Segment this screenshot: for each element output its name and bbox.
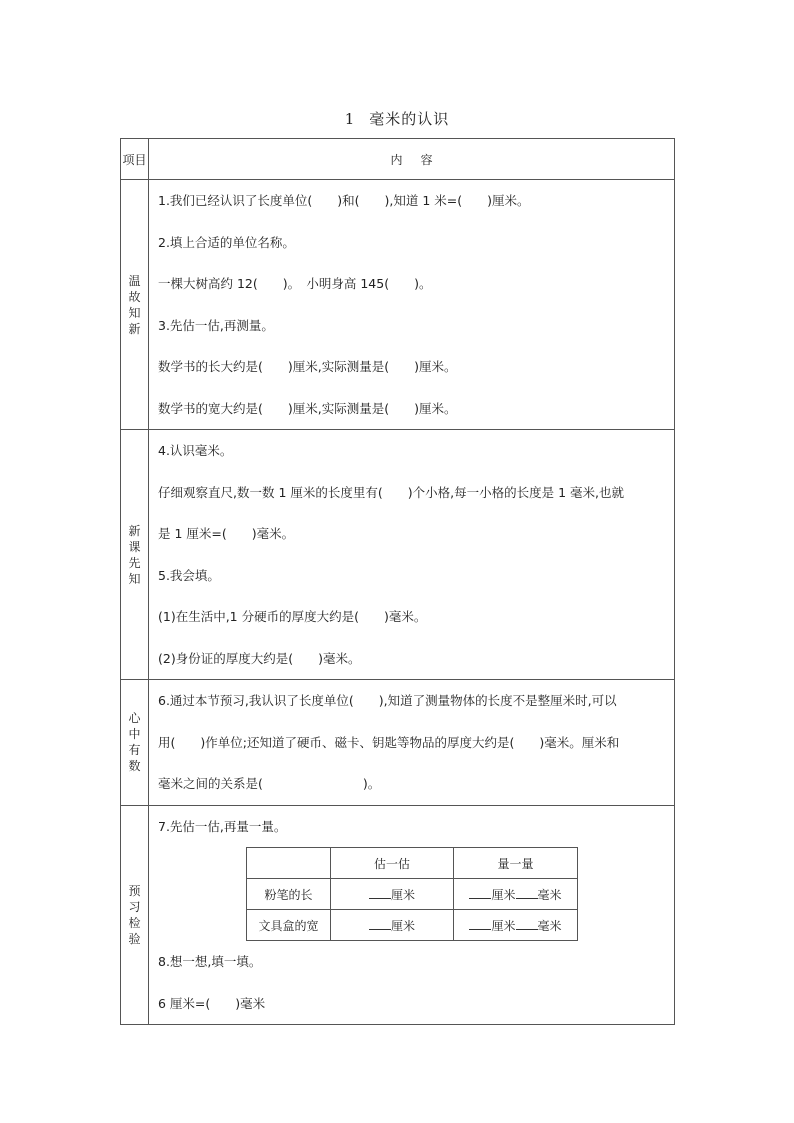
estimate-cell: 厘米	[331, 910, 454, 941]
section-label-check: 预 习 检 验	[121, 805, 149, 1025]
answer-blank[interactable]	[469, 917, 491, 930]
section-content-new-lesson	[149, 430, 675, 680]
header-project: 项目	[121, 139, 149, 180]
section-review	[121, 180, 675, 430]
answer-blank[interactable]	[516, 886, 538, 899]
measure-header-row	[247, 848, 578, 879]
question-line: 1.我们已经认识了长度单位( )和( ),知道 1 米=( )厘米。	[158, 193, 530, 208]
answer-blank[interactable]	[516, 917, 538, 930]
question-line: 一棵大树高约 12( )。 小明身高 145( )。	[158, 276, 432, 291]
section-label-new-lesson: 新 课 先 知	[121, 430, 149, 680]
section-summary	[121, 680, 675, 806]
measure-item: 文具盒的宽	[247, 910, 331, 941]
question-line: 仔细观察直尺,数一数 1 厘米的长度里有( )个小格,每一小格的长度是 1 毫米,也就	[158, 484, 624, 500]
answer-blank[interactable]	[369, 886, 391, 899]
measure-header-estimate: 估一估	[331, 848, 454, 879]
measure-cell: 厘米 毫米	[454, 879, 578, 910]
estimate-cell: 厘米	[331, 879, 454, 910]
question-line: 6.通过本节预习,我认识了长度单位( ),知道了测量物体的长度不是整厘米时,可以	[158, 693, 617, 708]
question-line: (1)在生活中,1 分硬币的厚度大约是( )毫米。	[158, 609, 427, 624]
section-new-lesson	[121, 430, 675, 680]
section-check	[121, 805, 675, 1025]
measure-table	[246, 847, 578, 941]
header-row	[121, 139, 675, 180]
section-label-summary: 心 中 有 数	[121, 680, 149, 806]
question-line: 4.认识毫米。	[158, 443, 233, 458]
question-line: 是 1 厘米=( )毫米。	[158, 526, 295, 541]
table-row	[247, 879, 578, 910]
section-label-review: 温 故 知 新	[121, 180, 149, 430]
measure-cell: 厘米 毫米	[454, 910, 578, 941]
question-line: (2)身份证的厚度大约是( )毫米。	[158, 650, 361, 666]
measure-header-blank	[247, 848, 331, 879]
title-number: 1	[344, 110, 356, 128]
page-title	[0, 108, 794, 129]
question-line: 数学书的长大约是( )厘米,实际测量是( )厘米。	[158, 359, 457, 374]
question-line: 6 厘米=( )毫米	[158, 995, 266, 1011]
answer-blank[interactable]	[469, 886, 491, 899]
worksheet-table	[120, 138, 675, 1025]
measure-header-measure: 量一量	[454, 848, 578, 879]
question-line: 2.填上合适的单位名称。	[158, 234, 295, 250]
question-line: 5.我会填。	[158, 567, 220, 583]
question-line: 数学书的宽大约是( )厘米,实际测量是( )厘米。	[158, 400, 457, 416]
question-line: 毫米之间的关系是( )。	[158, 776, 381, 791]
question-line: 3.先估一估,再测量。	[158, 317, 274, 333]
section-content-summary	[149, 680, 675, 806]
question-line: 用( )作单位;还知道了硬币、磁卡、钥匙等物品的厚度大约是( )毫米。厘米和	[158, 734, 620, 750]
header-content: 内容	[149, 139, 675, 180]
section-content-check	[149, 805, 675, 1025]
title-text: 毫米的认识	[369, 110, 450, 128]
table-row	[247, 910, 578, 941]
section-content-review	[149, 180, 675, 430]
measure-item: 粉笔的长	[247, 879, 331, 910]
question-line: 8.想一想,填一填。	[158, 954, 262, 969]
question-line: 7.先估一估,再量一量。	[158, 818, 287, 834]
answer-blank[interactable]	[369, 917, 391, 930]
